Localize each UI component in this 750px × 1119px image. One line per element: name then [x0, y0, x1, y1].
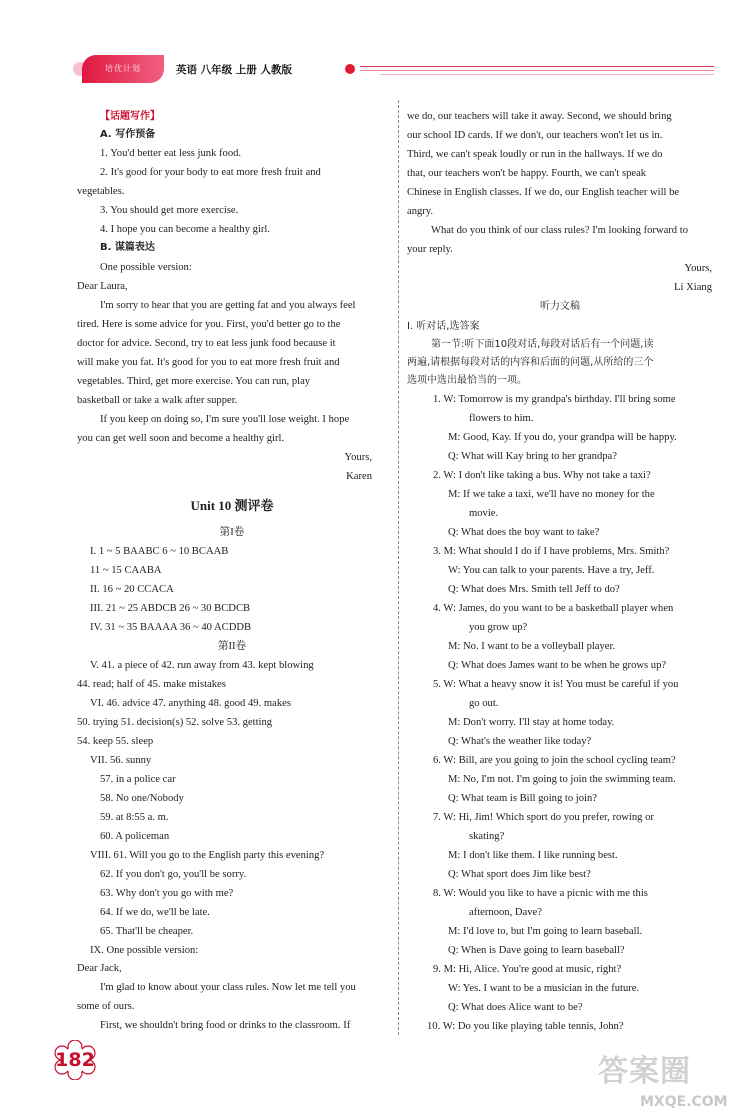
- left-text-line: will make you fat. It's good for you to eat more fresh fruit and: [77, 357, 340, 368]
- header-badge-label: 培优计划: [105, 64, 141, 73]
- right-text-line: M: No. I want to be a volleyball player.: [448, 641, 616, 652]
- right-text-line: M: I'd love to, but I'm going to learn baseball.: [448, 926, 643, 937]
- left-text-line: tired. Here is some advice for you. First, you'd better go to the: [77, 319, 341, 330]
- right-text-line: Q: What does Alice want to be?: [448, 1002, 583, 1013]
- right-text-line: M: I don't like them. I like running best.: [448, 850, 618, 861]
- left-text-line: II. 16 ~ 20 CCACA: [90, 584, 174, 595]
- right-text-line: Q: What team is Bill going to join?: [448, 793, 597, 804]
- left-text-line: vegetables. Third, get more exercise. You can run, play: [77, 376, 311, 387]
- left-text-line: 65. That'll be cheaper.: [100, 926, 194, 937]
- left-text-line: you can get well soon and become a healthy girl.: [77, 433, 285, 444]
- right-text-line: I. 听对话,选答案: [407, 321, 480, 332]
- left-signoff-line: Yours,: [344, 452, 372, 463]
- left-text-line: 54. keep 55. sleep: [77, 736, 154, 747]
- right-text-line: Q: What's the weather like today?: [448, 736, 592, 747]
- watermark-url: MXQE.COM: [640, 1094, 728, 1110]
- right-text-line: 第一节:听下面10段对话,每段对话后有一个问题,读: [431, 339, 654, 350]
- column-divider: [398, 100, 399, 1035]
- left-text-line: A. 写作预备: [100, 129, 156, 140]
- right-text-line: What do you think of our class rules? I'm looking forward to: [431, 225, 688, 236]
- right-signoff-line: Yours,: [684, 263, 712, 274]
- left-text-line: 1. You'd better eat less junk food.: [100, 148, 242, 159]
- left-text-line: some of ours.: [77, 1001, 135, 1012]
- right-text-line: 两遍,请根据每段对话的内容和后面的问题,从所给的三个: [407, 357, 654, 368]
- right-text-line: your reply.: [407, 244, 453, 255]
- right-text-line: skating?: [469, 831, 505, 842]
- left-signoff-line: Karen: [346, 471, 372, 482]
- left-text-line: 58. No one/Nobody: [100, 793, 184, 804]
- right-text-line: W: You can talk to your parents. Have a try, Jeff.: [448, 565, 655, 576]
- left-text-line: basketball or take a walk after supper.: [77, 395, 238, 406]
- left-text-line: First, we shouldn't bring food or drinks to the classroom. If: [100, 1020, 351, 1031]
- left-text-line: vegetables.: [77, 186, 125, 197]
- right-signoff-line: Li Xiang: [674, 282, 712, 293]
- right-text-line: Q: What does Mrs. Smith tell Jeff to do?: [448, 584, 620, 595]
- left-text-line: 60. A policeman: [100, 831, 170, 842]
- left-text-line: V. 41. a piece of 42. run away from 43. kept blowing: [90, 660, 314, 671]
- right-text-line: movie.: [469, 508, 499, 519]
- right-text-line: that, our teachers won't be happy. Fourth, we can't speak: [407, 168, 647, 179]
- right-text-line: Q: What does the boy want to take?: [448, 527, 600, 538]
- right-text-line: angry.: [407, 206, 434, 217]
- page-number-badge: [52, 1040, 98, 1080]
- right-text-line: M: Good, Kay. If you do, your grandpa will be happy.: [448, 432, 677, 443]
- right-text-line: M: If we take a taxi, we'll have no money for the: [448, 489, 655, 500]
- left-text-line: doctor for advice. Second, try to eat less junk food because it: [77, 338, 336, 349]
- right-text-line: Chinese in English classes. If we do, our English teacher will be: [407, 187, 680, 198]
- right-text-line: go out.: [469, 698, 499, 709]
- left-text-line: One possible version:: [100, 262, 192, 273]
- left-text-line: VII. 56. sunny: [90, 755, 152, 766]
- right-text-line: you grow up?: [469, 622, 528, 633]
- right-text-line: M: Don't worry. I'll stay at home today.: [448, 717, 615, 728]
- header-badge: [82, 55, 164, 83]
- left-text-line: 3. You should get more exercise.: [100, 205, 239, 216]
- right-text-line: 2. W: I don't like taking a bus. Why not take a taxi?: [433, 470, 651, 481]
- left-text-line: B. 谋篇表达: [100, 242, 155, 253]
- left-text-line: 59. at 8:55 a. m.: [100, 812, 169, 823]
- right-text-line: flowers to him.: [469, 413, 534, 424]
- left-text-line: I'm glad to know about your class rules. Now let me tell you: [100, 982, 356, 993]
- left-text-line: I. 1 ~ 5 BAABC 6 ~ 10 BCAAB: [90, 546, 229, 557]
- left-text-line: 11 ~ 15 CAABA: [90, 565, 162, 576]
- right-heading-line: 听力文稿: [540, 301, 580, 312]
- header-rule: [380, 74, 714, 75]
- left-text-line: 63. Why don't you go with me?: [100, 888, 234, 899]
- right-text-line: 选项中选出最恰当的一项。: [407, 375, 527, 386]
- watermark-logo: 答案圈: [598, 1054, 691, 1089]
- left-text-line: III. 21 ~ 25 ABDCB 26 ~ 30 BCDCB: [90, 603, 251, 614]
- right-text-line: Q: What does James want to be when he grows up?: [448, 660, 667, 671]
- right-text-line: 6. W: Bill, are you going to join the school cycling team?: [433, 755, 676, 766]
- left-text-line: 2. It's good for your body to eat more fresh fruit and: [100, 167, 321, 178]
- page-number: 182: [55, 1049, 95, 1071]
- header-title: 英语 八年级 上册 人教版: [176, 64, 292, 76]
- left-heading-line: 第I卷: [219, 527, 245, 538]
- right-text-line: M: No, I'm not. I'm going to join the swimming team.: [448, 774, 676, 785]
- left-text-line: If you keep on doing so, I'm sure you'll lose weight. I hope: [100, 414, 350, 425]
- left-heading-line: 第II卷: [217, 641, 247, 652]
- left-text-line: I'm sorry to hear that you are getting fat and you always feel: [100, 300, 356, 311]
- left-text-line: 【话题写作】: [100, 111, 160, 122]
- right-text-line: Q: What sport does Jim like best?: [448, 869, 591, 880]
- right-text-line: Q: When is Dave going to learn baseball?: [448, 945, 625, 956]
- right-text-line: afternoon, Dave?: [469, 907, 542, 918]
- left-text-line: 50. trying 51. decision(s) 52. solve 53. getting: [77, 717, 273, 728]
- right-text-line: 10. W: Do you like playing table tennis, John?: [427, 1021, 624, 1032]
- left-text-line: 64. If we do, we'll be late.: [100, 907, 210, 918]
- left-heading-line: Unit 10 测评卷: [190, 498, 274, 513]
- left-text-line: IV. 31 ~ 35 BAAAA 36 ~ 40 ACDDB: [90, 622, 252, 633]
- right-text-line: 8. W: Would you like to have a picnic with me this: [433, 888, 648, 899]
- left-text-line: Dear Laura,: [77, 281, 128, 292]
- right-text-line: 9. M: Hi, Alice. You're good at music, right?: [433, 964, 622, 975]
- header-rule: [360, 66, 714, 67]
- left-text-line: 44. read; half of 45. make mistakes: [77, 679, 226, 690]
- right-text-line: W: Yes. I want to be a musician in the future.: [448, 983, 640, 994]
- left-text-line: IX. One possible version:: [90, 945, 199, 956]
- right-text-line: 3. M: What should I do if I have problems, Mrs. Smith?: [433, 546, 670, 557]
- header-rule: [360, 70, 714, 71]
- left-text-line: Dear Jack,: [77, 963, 122, 974]
- header-dot-icon: [345, 64, 355, 74]
- right-text-line: 7. W: Hi, Jim! Which sport do you prefer, rowing or: [433, 812, 654, 823]
- right-text-line: our school ID cards. If we don't, our teachers won't let us in.: [407, 130, 663, 141]
- left-text-line: 4. I hope you can become a healthy girl.: [100, 224, 271, 235]
- right-text-line: Third, we can't speak loudly or run in the hallways. If we do: [407, 149, 663, 160]
- left-text-line: VIII. 61. Will you go to the English party this evening?: [90, 850, 325, 861]
- left-text-line: 57. in a police car: [100, 774, 176, 785]
- right-text-line: 4. W: James, do you want to be a basketball player when: [433, 603, 674, 614]
- left-text-line: 62. If you don't go, you'll be sorry.: [100, 869, 247, 880]
- right-text-line: we do, our teachers will take it away. Second, we should bring: [407, 111, 672, 122]
- right-text-line: Q: What will Kay bring to her grandpa?: [448, 451, 617, 462]
- right-text-line: 1. W: Tomorrow is my grandpa's birthday. I'll bring some: [433, 394, 676, 405]
- right-text-line: 5. W: What a heavy snow it is! You must be careful if you: [433, 679, 679, 690]
- left-text-line: VI. 46. advice 47. anything 48. good 49. makes: [90, 698, 291, 709]
